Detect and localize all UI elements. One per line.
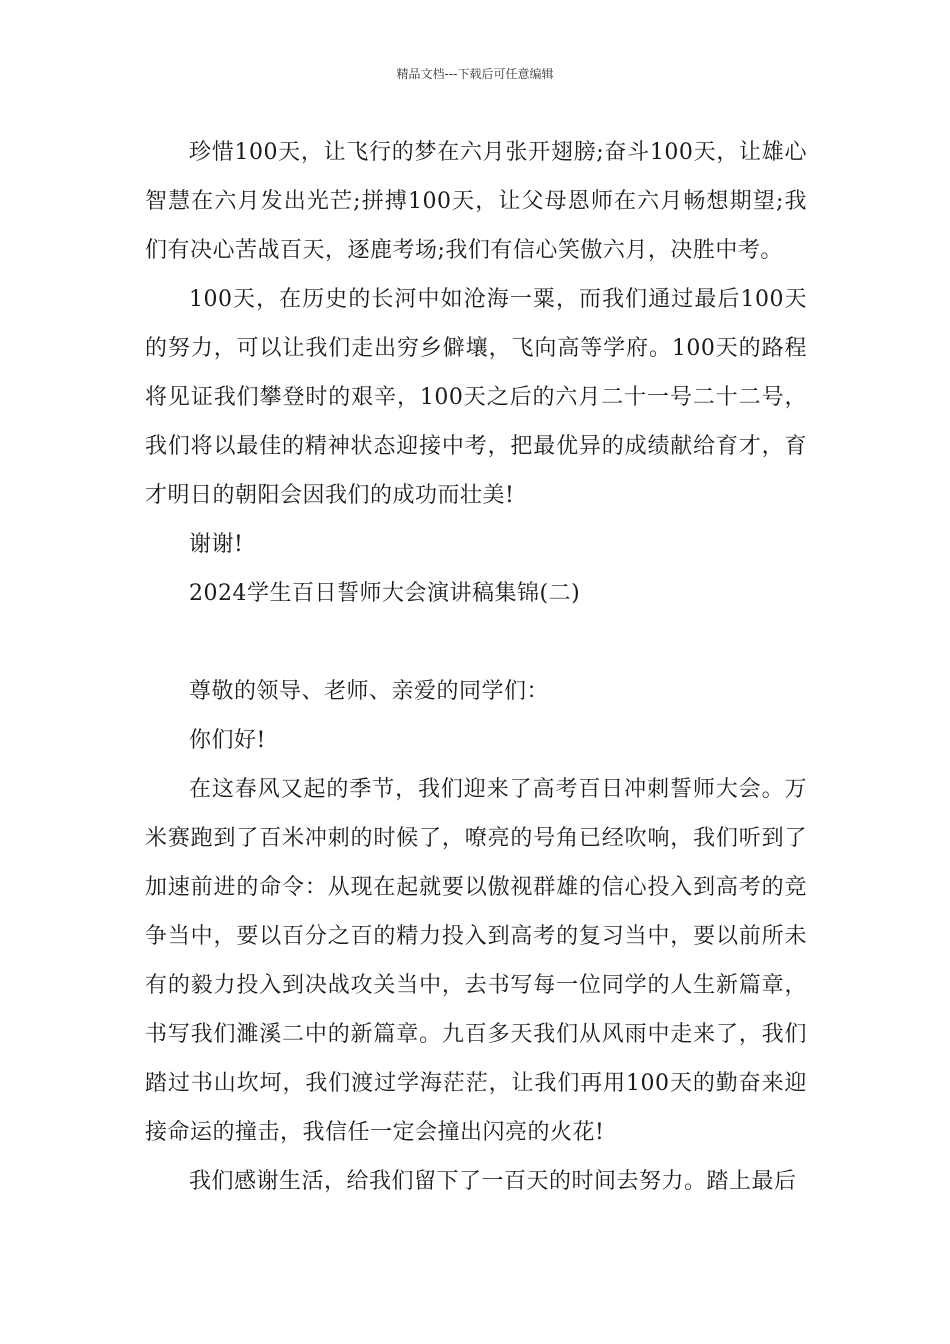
paragraph-spring-season: 在这春风又起的季节，我们迎来了高考百日冲刺誓师大会。万米赛跑到了百米冲刺的时候了，嘹亮的号角已经吹响，我们听到了加速前进的命令：从现在起就要以傲视群雄的信心投入到高考的竞争当中，要以百分之百的精力投入到高考的复习当中，要以前所未有的毅力投入到决战攻关当中，去书写每一位同学的人生新篇章，书写我们濉溪二中的新篇章。九百多天我们从风雨中走来了，我们踏过书山坎坷，我们渡过学海茫茫，让我们再用100天的勤奋来迎接命运的撞击，我信任一定会撞出闪亮的火花! [145, 777, 807, 1145]
page-header: 精品文档---下载后可任意编辑 [396, 67, 554, 81]
paragraph-cherish-100-days: 珍惜100天，让飞行的梦在六月张开翅膀;奋斗100天，让雄心智慧在六月发出光芒;拼搏100天，让父母恩师在六月畅想期望;我们有决心苦战百天，逐鹿考场;我们有信心笑傲六月，决胜中考。 [145, 140, 807, 263]
paragraph-salutation: 尊敬的领导、老师、亲爱的同学们： [189, 679, 550, 704]
paragraph-greeting: 你们好! [189, 728, 266, 753]
paragraph-thanks: 谢谢! [189, 532, 244, 557]
blank-line [145, 618, 807, 667]
paragraph-history-river: 100天，在历史的长河中如沧海一粟，而我们通过最后100天的努力，可以让我们走出穷乡僻壤，飞向高等学府。100天的路程将见证我们攀登时的艰辛，100天之后的六月二十一号二十二号，我们将以最佳的精神状态迎接中考，把最优异的成绩献给育才，育才明日的朝阳会因我们的成功而壮美! [145, 287, 807, 508]
document-body [145, 128, 807, 1206]
paragraph-thank-life: 我们感谢生活，给我们留下了一百天的时间去努力。踏上最后 [189, 1169, 797, 1194]
section-title: 2024学生百日誓师大会演讲稿集锦(二) [189, 581, 581, 606]
